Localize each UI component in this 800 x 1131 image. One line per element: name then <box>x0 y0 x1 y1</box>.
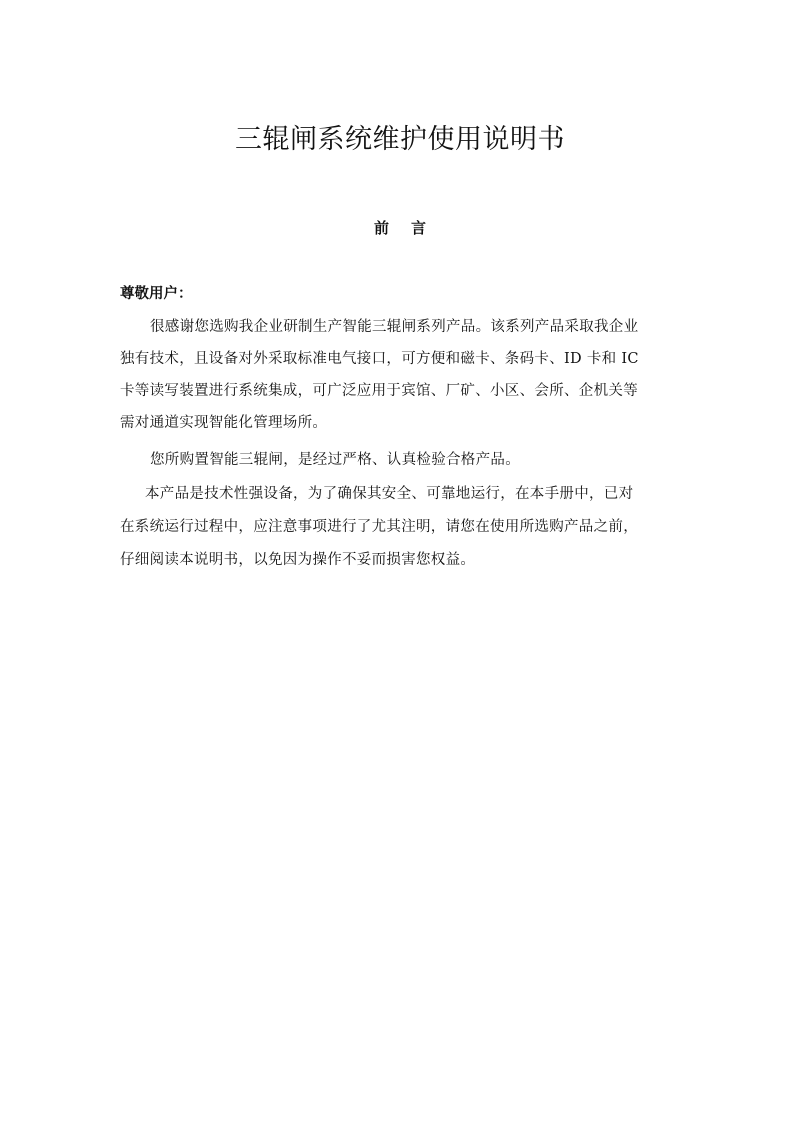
greeting-line: 尊敬用户： <box>120 285 193 302</box>
paragraph-3-line-2: 在系统运行过程中，应注意事项进行了尤其注明，请您在使用所选购产品之前， <box>120 519 638 535</box>
paragraph-1-line-1: 很感谢您选购我企业研制生产智能三辊闸系列产品。该系列产品采取我企业 <box>150 319 639 335</box>
document-title: 三辊闸系统维护使用说明书 <box>235 124 565 155</box>
paragraph-1-line-3: 卡等读写装置进行系统集成，可广泛应用于宾馆、厂矿、小区、会所、企机关等 <box>120 383 638 399</box>
paragraph-2-line-1: 您所购置智能三辊闸，是经过严格、认真检验合格产品。 <box>150 452 520 468</box>
paragraph-1-line-4: 需对通道实现智能化管理场所。 <box>120 415 328 431</box>
preface-heading: 前言 <box>373 219 448 237</box>
paragraph-3-line-3: 仔细阅读本说明书，以免因为操作不妥而损害您权益。 <box>120 552 476 568</box>
paragraph-1-line-2: 独有技术，且设备对外采取标准电气接口，可方便和磁卡、条码卡、ID 卡和 IC <box>120 351 639 367</box>
paragraph-3-line-1: 本产品是技术性强设备，为了确保其安全、可靠地运行，在本手册中，已对 <box>145 486 634 502</box>
